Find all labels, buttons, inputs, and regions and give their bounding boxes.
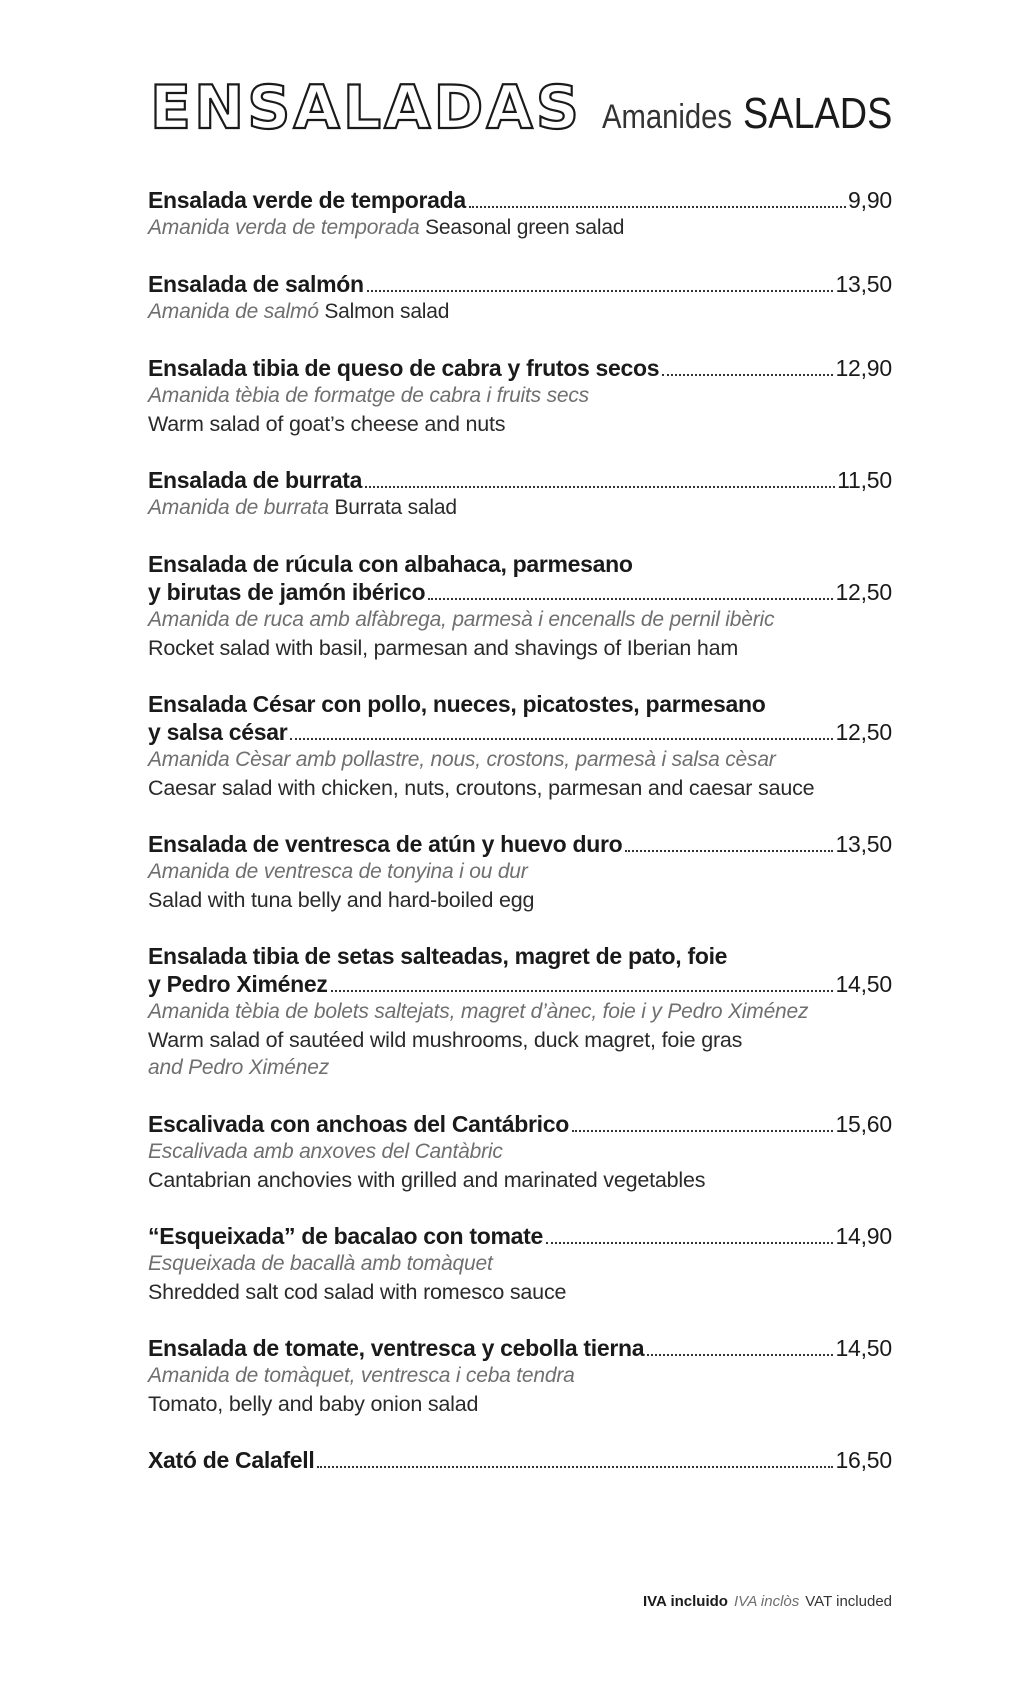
item-name-catalan: Amanida de burrata — [148, 496, 329, 519]
item-price: 15,60 — [835, 1111, 892, 1137]
item-price: 14,50 — [835, 971, 892, 997]
menu-item — [148, 942, 892, 1082]
title-english: SALADS — [743, 89, 893, 138]
item-name: Escalivada con anchoas del Cantábrico — [148, 1111, 569, 1137]
item-name: Ensalada verde de temporada — [148, 187, 466, 213]
menu-item — [148, 354, 892, 438]
item-name: Ensalada de salmón — [148, 271, 364, 297]
item-description — [148, 494, 892, 522]
item-name-catalan: Amanida de salmó — [148, 300, 319, 323]
item-name-english: Seasonal green salad — [425, 216, 625, 239]
dot-leader — [647, 1354, 833, 1356]
item-name: Xató de Calafell — [148, 1447, 315, 1473]
item-name: Ensalada tibia de queso de cabra y frutos secos — [148, 355, 660, 381]
item-price: 9,90 — [848, 187, 892, 213]
item-name-english: Burrata salad — [334, 496, 457, 519]
item-name-line1: Ensalada César con pollo, nueces, picatostes, parmesano — [148, 691, 766, 717]
item-name-catalan: Amanida Cèsar amb pollastre, nous, crostons, parmesà i salsa cèsar — [148, 748, 776, 771]
item-name-english: Salmon salad — [324, 300, 450, 323]
item-name-line1: Ensalada tibia de setas salteadas, magret de pato, foie — [148, 943, 728, 969]
item-name: “Esqueixada” de bacalao con tomate — [148, 1223, 543, 1249]
vat-note-english: VAT included — [805, 1593, 892, 1610]
item-name-english: Tomato, belly and baby onion salad — [148, 1392, 479, 1416]
dot-leader — [469, 206, 846, 208]
dot-leader — [331, 990, 834, 992]
item-name: y Pedro Ximénez — [148, 971, 328, 997]
dot-leader — [365, 486, 835, 488]
item-name-line1: Ensalada de rúcula con albahaca, parmesano — [148, 551, 633, 577]
item-name-english: Warm salad of goat’s cheese and nuts — [148, 412, 506, 436]
item-price: 13,50 — [835, 271, 892, 297]
menu-item — [148, 1110, 892, 1194]
item-name-catalan: Amanida de tomàquet, ventresca i ceba tendra — [148, 1364, 575, 1387]
menu-item — [148, 1222, 892, 1306]
item-name: y birutas de jamón ibérico — [148, 579, 426, 605]
dot-leader — [367, 290, 834, 292]
item-name-english: Shredded salt cod salad with romesco sauce — [148, 1280, 567, 1304]
item-price: 14,50 — [835, 1335, 892, 1361]
item-name-catalan: Amanida tèbia de formatge de cabra i fruits secs — [148, 384, 589, 407]
dot-leader — [290, 738, 833, 740]
menu-item — [148, 1446, 892, 1474]
item-description — [148, 214, 892, 242]
menu-item — [148, 690, 892, 802]
item-price: 13,50 — [835, 831, 892, 857]
dot-leader — [662, 374, 833, 376]
item-price: 16,50 — [835, 1447, 892, 1473]
item-name-english: Caesar salad with chicken, nuts, croutons, parmesan and caesar sauce — [148, 776, 815, 800]
item-name-english-line2: and Pedro Ximénez — [148, 1056, 330, 1079]
dot-leader — [317, 1466, 833, 1468]
vat-note — [643, 1593, 892, 1610]
item-name: Ensalada de tomate, ventresca y cebolla tierna — [148, 1335, 645, 1361]
dot-leader — [428, 598, 833, 600]
menu-item — [148, 1334, 892, 1418]
salad-list — [148, 186, 892, 1474]
item-name: y salsa césar — [148, 719, 288, 745]
menu-item — [148, 830, 892, 914]
item-name-catalan: Amanida verda de temporada — [148, 216, 420, 239]
menu-item — [148, 270, 892, 326]
item-price: 14,90 — [835, 1223, 892, 1249]
title-spanish: ENSALADAS — [150, 73, 582, 143]
item-name-catalan: Amanida de ventresca de tonyina i ou dur — [148, 860, 528, 883]
item-price: 11,50 — [837, 467, 892, 493]
menu-item — [148, 186, 892, 242]
menu-item — [148, 550, 892, 662]
item-name-catalan: Esqueixada de bacallà amb tomàquet — [148, 1252, 493, 1275]
dot-leader — [572, 1130, 833, 1132]
title-catalan: Amanides — [601, 98, 733, 136]
item-name: Ensalada de ventresca de atún y huevo duro — [148, 831, 623, 857]
item-description — [148, 298, 892, 326]
item-name: Ensalada de burrata — [148, 467, 363, 493]
item-name-english: Warm salad of sautéed wild mushrooms, duck magret, foie gras — [148, 1028, 743, 1052]
vat-note-spanish: IVA incluido — [642, 1593, 728, 1610]
item-name-catalan: Amanida de ruca amb alfàbrega, parmesà i encenalls de pernil ibèric — [148, 608, 775, 631]
item-price: 12,90 — [835, 355, 892, 381]
item-price: 12,50 — [835, 579, 892, 605]
item-name-english: Cantabrian anchovies with grilled and marinated vegetables — [148, 1168, 706, 1192]
item-name-catalan: Escalivada amb anxoves del Cantàbric — [148, 1140, 503, 1163]
item-name-catalan: Amanida tèbia de bolets saltejats, magret d’ànec, foie i y Pedro Ximénez — [148, 1000, 809, 1023]
item-name-english: Salad with tuna belly and hard-boiled egg — [148, 888, 535, 912]
item-price: 12,50 — [835, 719, 892, 745]
vat-note-catalan: IVA inclòs — [733, 1593, 800, 1610]
menu-item — [148, 466, 892, 522]
dot-leader — [546, 1242, 833, 1244]
dot-leader — [625, 850, 833, 852]
page-title — [150, 73, 917, 143]
item-name-english: Rocket salad with basil, parmesan and shavings of Iberian ham — [148, 636, 739, 660]
